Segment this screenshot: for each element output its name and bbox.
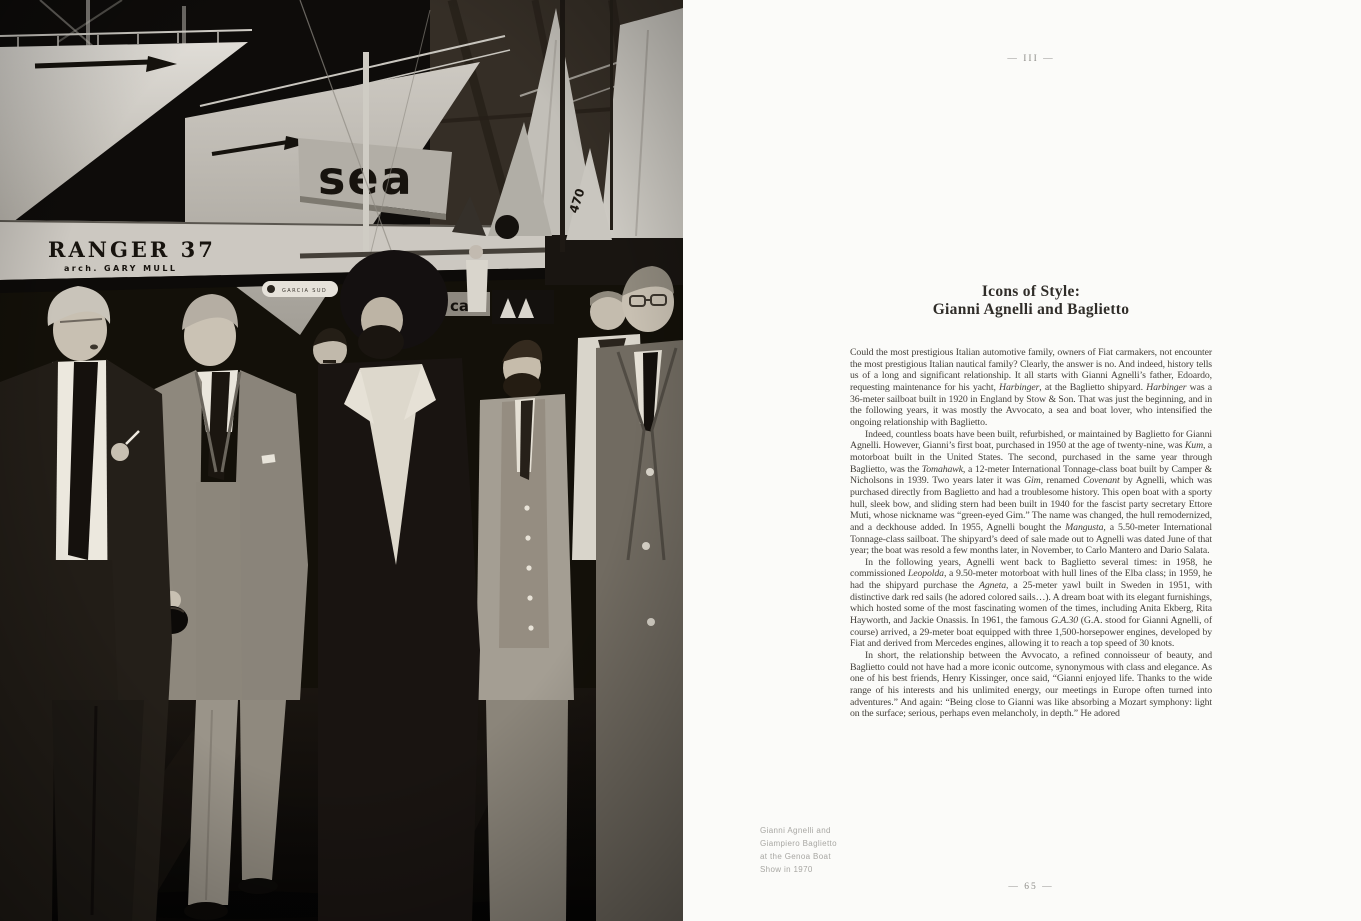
chapter-title — [813, 283, 1249, 319]
paragraph: In the following years, Agnelli went back to Baglietto several times: in 1958, he commissioned Leopolda, a 9.50-meter motorboat with hull lines of the Elba class; in 1959, he had the shipyard purchase the Agneta, a 25-meter yawl built in Sweden in 1951, with distinctive dark red sails (he adored colored sails…). A dream boat with its elegant furnishings, which hosted some of the most fascinating women of the times, including Anita Ekberg, Rita Hayworth, and Jackie Onassis. In 1961, the famous G.A.30 (G.A. stood for Gianni Agnelli, of course) arrived, a 29-meter boat equipped with three 1,500-horsepower engines, developed by Fiat and derived from Mercedes engines, allowing it to reach a top speed of 30 knots. — [850, 556, 1213, 650]
paragraph: In short, the relationship between the Avvocato, a refined connoisseur of beauty, and Baglietto could not have had a more iconic outcome, synonymous with class and elegance. As one of his best friends, Henry Kissinger, once said, “Gianni enjoyed life. Thanks to the wide range of his interests and his unlimited energy, our meetings in Europe often turned into adventures.” And again: “Being close to Gianni was like absorbing a Mozart symphony: light on the surface; serious, perhaps even melancholy, in depth.” He adored — [850, 650, 1212, 720]
text-page — [683, 0, 1361, 921]
caption-line: at the Genoa Boat — [760, 852, 831, 861]
paragraph: Could the most prestigious Italian automotive family, owners of Fiat carmakers, not encounter the most prestigious Italian nautical family? Clearly, the answer is no. And indeed, history tells us of a long and significant relationship. It all starts with Gianni Agnelli’s father, Edoardo, requesting maintenance for his yacht, Harbinger, at the Baglietto shipyard. Harbinger was a 36-meter sailboat built in 1920 in England by Stow & Son. That was just the beginning, and in the following years, it was mostly the Avvocato, a sea and boat lover, who intensified the ongoing relationship with Baglietto. — [850, 347, 1212, 428]
section-marker: — III — — [1007, 54, 1055, 64]
article-body — [850, 347, 1212, 720]
page-number: — 65 — — [1008, 882, 1054, 892]
caption-line: Gianni Agnelli and — [760, 826, 831, 835]
paragraph: Indeed, countless boats have been built, refurbished, or maintained by Baglietto for Gianni Agnelli. However, Gianni’s first boat, purchased in 1950 at the age of twenty-nine, was Kum, a motorboat built in the United States. The second, purchased in the same year through Baglietto, was the Tomahawk, a 12-meter International Tonnage-class boat built by Camper & Nicholsons in 1939. Two years later it was Gim, renamed Covenant by Agnelli, which was purchased directly from Baglietto and had a troublesome history. This open boat with a sporty hull, sleek bow, and sliding stern had been built in 1940 for the fascist party secretary Ettore Muti, whose nickname was “green-eyed Gim.” The name was changed, the hull remodernized, and a deckhouse added. In 1955, Agnelli bought the Mangusta, a 5.50-meter International Tonnage-class sailboat. The shipyard’s deed of sale made out to Agnelli was dated June of that year; the boat was resold a few months later, in November, to Carlo Mantero and Dario Salata. — [850, 428, 1213, 557]
chapter-title-line2: Gianni Agnelli and Baglietto — [932, 301, 1130, 318]
caption-line: Show in 1970 — [760, 865, 813, 874]
photo-caption — [760, 824, 837, 876]
caption-line: Giampiero Baglietto — [760, 839, 837, 848]
chapter-title-line1: Icons of Style: — [981, 283, 1081, 300]
